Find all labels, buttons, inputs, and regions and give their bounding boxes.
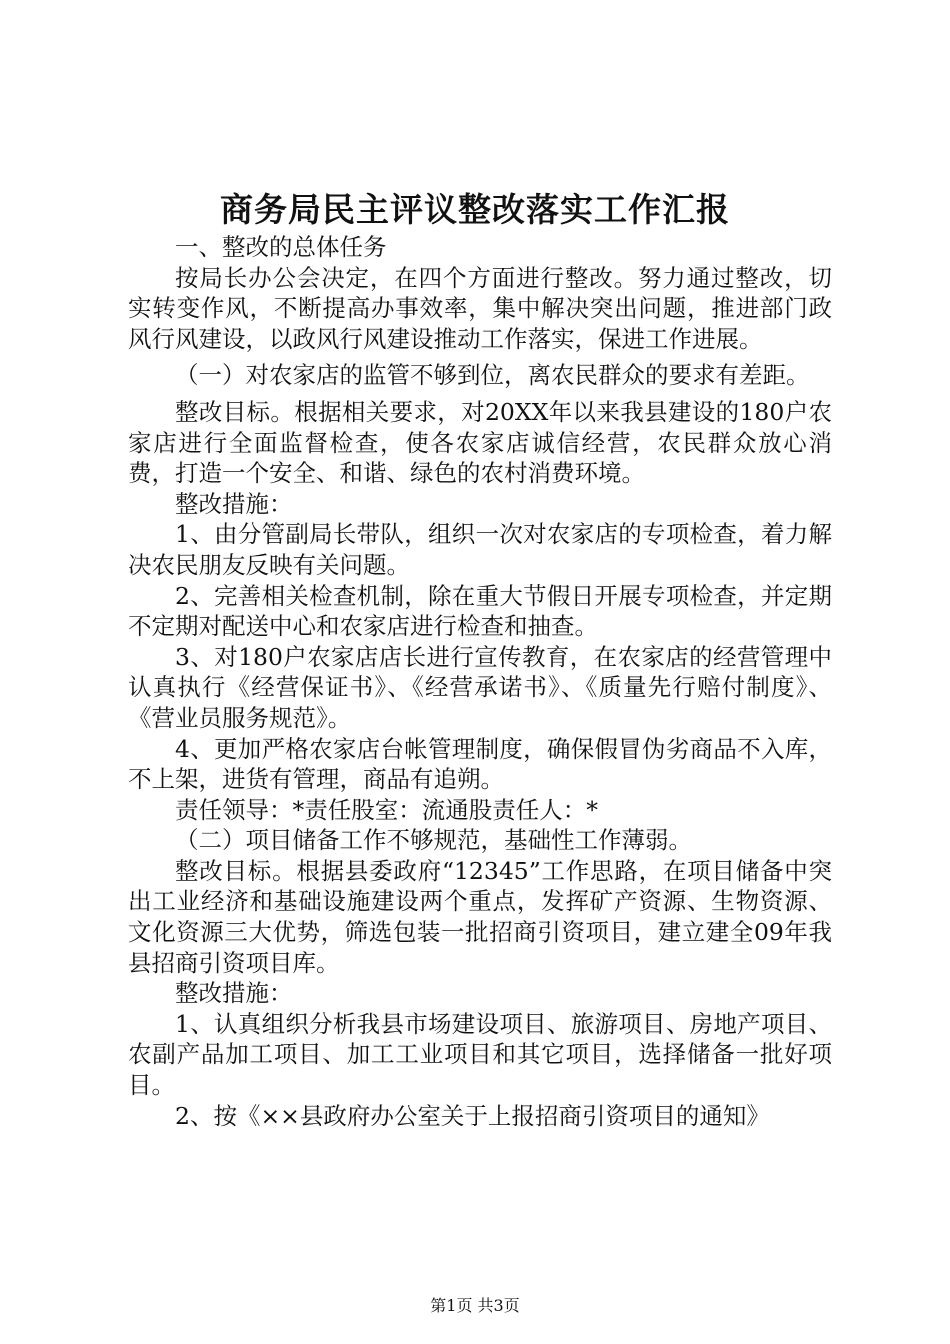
paragraph: 3、对180户农家店店长进行宣传教育，在农家店的经营管理中认真执行《经营保证书》、《经营承诺书》、《质量先行赔付制度》、《营业员服务规范》。 — [128, 642, 832, 732]
document-title: 商务局民主评议整改落实工作汇报 — [220, 190, 730, 229]
paragraph: 按局长办公会决定，在四个方面进行整改。努力通过整改，切实转变作风，不断提高办事效率，集中解决突出问题，推进部门政风行风建设，以政风行风建设推动工作落实，保进工作进展。 — [128, 263, 832, 353]
paragraph: 4、更加严格农家店台帐管理制度，确保假冒伪劣商品不入库，不上架，进货有管理，商品有追朔。 — [128, 734, 832, 794]
paragraph: 2、完善相关检查机制，除在重大节假日开展专项检查，并定期不定期对配送中心和农家店进行检查和抽查。 — [128, 581, 832, 641]
page-footer: 第1页 共3页 — [430, 1296, 520, 1315]
paragraph: 整改目标。根据相关要求，对20XX年以来我县建设的180户农家店进行全面监督检查，使各农家店诚信经营，农民群众放心消费，打造一个安全、和谐、绿色的农村消费环境。 — [128, 397, 832, 488]
paragraph: （一）对农家店的监管不够到位，离农民群众的要求有差距。 — [175, 361, 810, 390]
document-body — [128, 232, 832, 1131]
paragraph: 整改措施： — [175, 979, 293, 1008]
paragraph: 整改目标。根据县委政府“12345”工作思路，在项目储备中突出工业经济和基础设施建设两个重点，发挥矿产资源、生物资源、文化资源三大优势，筛选包装一批招商引资项目，建立建全09年我县招商引资项目库。 — [128, 856, 832, 977]
paragraph: 责任领导：*责任股室：流通股责任人：* — [175, 795, 598, 824]
paragraph: （二）项目储备工作不够规范，基础性工作薄弱。 — [175, 826, 692, 855]
paragraph: 1、认真组织分析我县市场建设项目、旅游项目、房地产项目、农副产品加工项目、加工工业项目和其它项目，选择储备一批好项目。 — [128, 1009, 832, 1100]
paragraph: 一、整改的总体任务 — [175, 233, 387, 261]
paragraph: 1、由分管副局长带队，组织一次对农家店的专项检查，着力解决农民朋友反映有关问题。 — [128, 520, 832, 579]
paragraph: 2、按《××县政府办公室关于上报招商引资项目的通知》 — [175, 1101, 770, 1130]
paragraph: 整改措施： — [175, 489, 293, 518]
